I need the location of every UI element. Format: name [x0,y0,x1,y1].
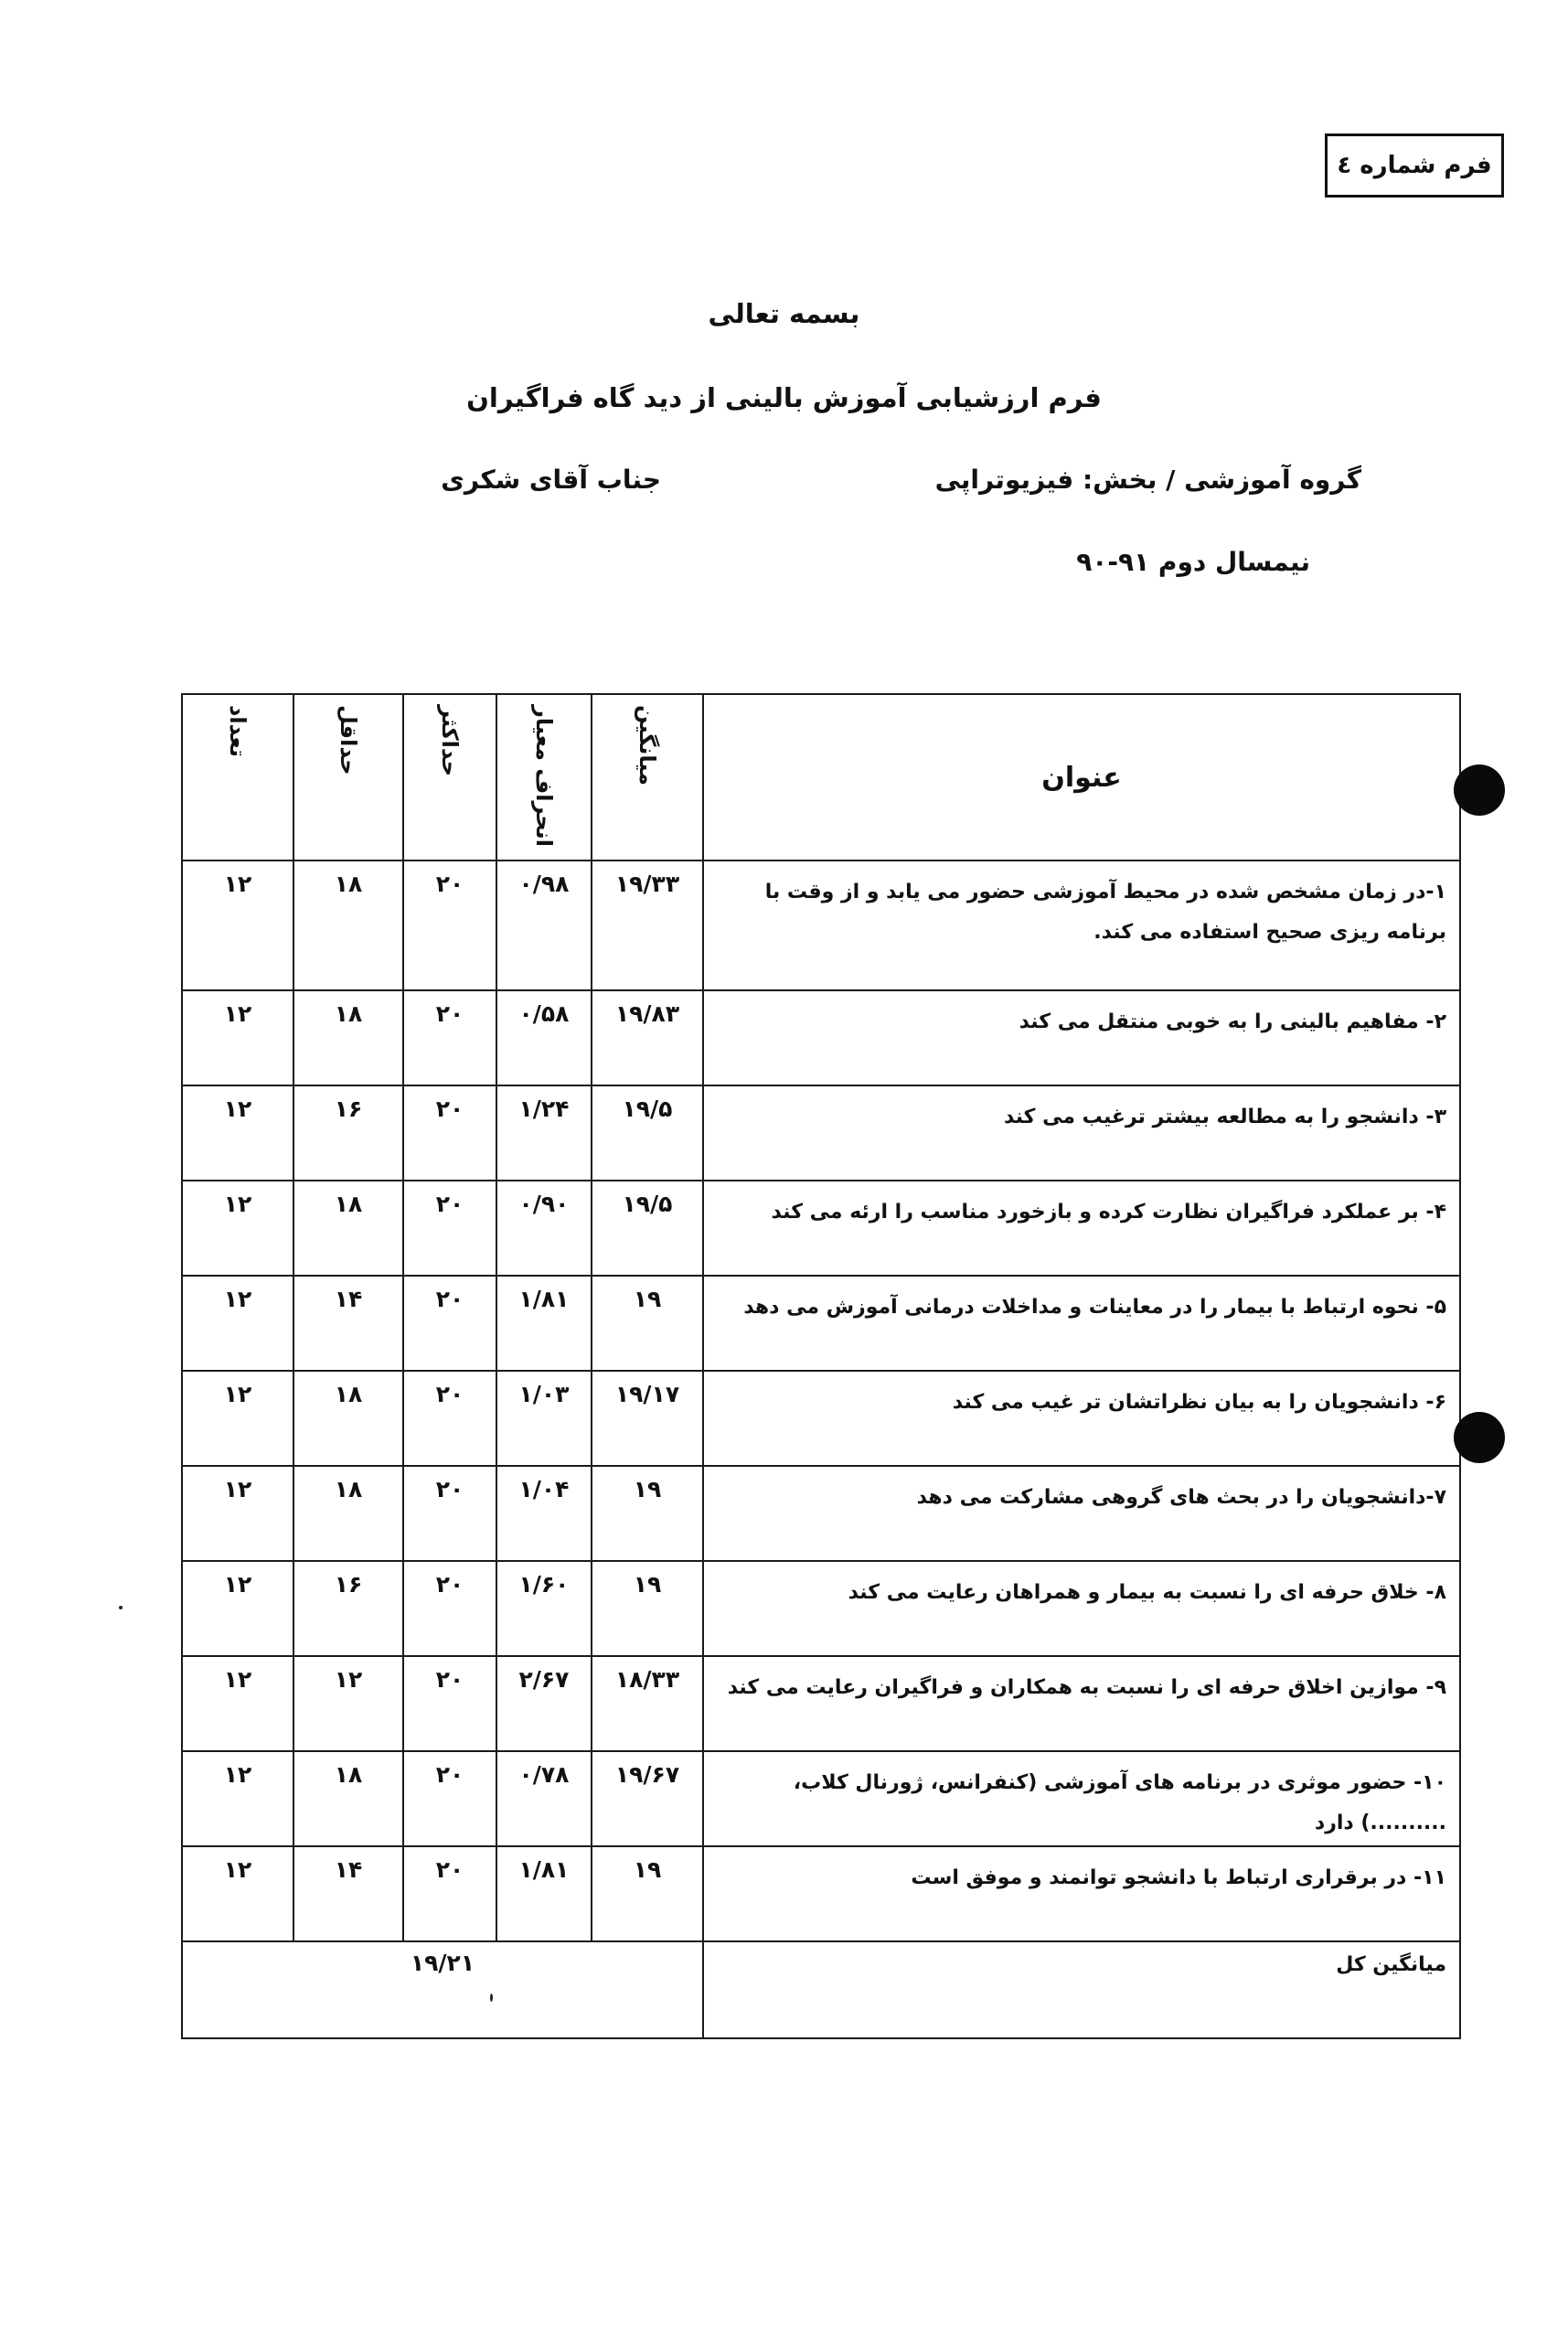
row-min: ۱۸ [293,1371,403,1466]
row-min: ۱۴ [293,1276,403,1371]
row-title: ۷-دانشجویان را در بحث های گروهی مشارکت می دهد [703,1466,1460,1561]
header-title: عنوان [703,694,1460,861]
row-min: ۱۸ [293,1181,403,1276]
punch-hole-mark [1454,764,1505,816]
header-count: تعداد [225,705,251,757]
header-mean: میانگین [635,705,660,786]
table-row [182,1371,1460,1466]
row-max: ۲۰ [403,1466,496,1561]
header-min-cell [293,694,403,861]
row-sd: ۰/۹۰ [496,1181,592,1276]
row-title: ۲- مفاهیم بالینی را به خوبی منتقل می کند [703,990,1460,1085]
row-sd: ۰/۵۸ [496,990,592,1085]
row-mean: ۱۹/۸۳ [592,990,703,1085]
row-count: ۱۲ [182,1751,293,1846]
row-min: ۱۸ [293,990,403,1085]
row-count: ۱۲ [182,861,293,990]
department-label: گروه آموزشی / بخش: فیزیوتراپی [934,465,1361,495]
row-sd: ۱/۲۴ [496,1085,592,1181]
evaluation-table [181,693,1461,2039]
bismillah-heading: بسمه تعالی [708,298,860,329]
header-sd-cell [496,694,592,861]
row-mean: ۱۹ [592,1561,703,1656]
overall-average-label: میانگین کل [703,1941,1460,2038]
table-row [182,1466,1460,1561]
row-mean: ۱۹/۱۷ [592,1371,703,1466]
table-row [182,1276,1460,1371]
row-sd: ۱/۸۱ [496,1276,592,1371]
table-header-row [182,694,1460,861]
row-min: ۱۲ [293,1656,403,1751]
row-mean: ۱۹/۳۳ [592,861,703,990]
form-number-label: فرم شماره ٤ [1337,152,1492,179]
row-max: ۲۰ [403,1751,496,1846]
row-count: ۱۲ [182,1561,293,1656]
row-min: ۱۶ [293,1085,403,1181]
row-max: ۲۰ [403,1085,496,1181]
row-count: ۱۲ [182,1181,293,1276]
row-mean: ۱۸/۳۳ [592,1656,703,1751]
overall-average-value: ۱۹/۲۱ [182,1941,703,2038]
row-sd: ۱/۶۰ [496,1561,592,1656]
row-max: ۲۰ [403,1846,496,1941]
table-row [182,1085,1460,1181]
row-count: ۱۲ [182,1846,293,1941]
form-title: فرم ارزشیابی آموزش بالینی از دید گاه فراگیران [466,382,1102,413]
row-count: ۱۲ [182,1466,293,1561]
scan-speck [119,1606,123,1609]
row-max: ۲۰ [403,990,496,1085]
header-mean-cell [592,694,703,861]
row-min: ۱۴ [293,1846,403,1941]
row-count: ۱۲ [182,990,293,1085]
row-max: ۲۰ [403,1656,496,1751]
header-max: حداکثر [437,705,463,777]
table-row [182,1846,1460,1941]
row-min: ۱۸ [293,1751,403,1846]
row-mean: ۱۹ [592,1466,703,1561]
row-count: ۱۲ [182,1656,293,1751]
row-mean: ۱۹/۶۷ [592,1751,703,1846]
table-row [182,1656,1460,1751]
row-title: ۵- نحوه ارتباط با بیمار را در معاینات و مداخلات درمانی آموزش می دهد [703,1276,1460,1371]
row-count: ۱۲ [182,1371,293,1466]
table-row [182,1751,1460,1846]
row-min: ۱۶ [293,1561,403,1656]
row-mean: ۱۹ [592,1846,703,1941]
row-min: ۱۸ [293,1466,403,1561]
row-max: ۲۰ [403,1561,496,1656]
row-count: ۱۲ [182,1276,293,1371]
instructor-name: جناب آقای شکری [441,465,661,495]
row-max: ۲۰ [403,1371,496,1466]
form-number-box [1325,134,1504,198]
row-sd: ۲/۶۷ [496,1656,592,1751]
row-title: ۸- خلاق حرفه ای را نسبت به بیمار و همراهان رعایت می کند [703,1561,1460,1656]
header-min: حداقل [336,705,361,775]
table-row [182,1561,1460,1656]
row-count: ۱۲ [182,1085,293,1181]
row-title: ۳- دانشجو را به مطالعه بیشتر ترغیب می کند [703,1085,1460,1181]
row-title: ۱-در زمان مشخص شده در محیط آموزشی حضور می یابد و از وقت با برنامه ریزی صحیح استفاده می کند. [703,861,1460,990]
row-max: ۲۰ [403,1276,496,1371]
table-row [182,990,1460,1085]
row-min: ۱۸ [293,861,403,990]
table-row [182,861,1460,990]
row-title: ۱۰- حضور موثری در برنامه های آموزشی (کنفرانس، ژورنال کلاب، ..........) دارد [703,1751,1460,1846]
header-count-cell [182,694,293,861]
row-max: ۲۰ [403,861,496,990]
row-sd: ۰/۷۸ [496,1751,592,1846]
row-title: ۱۱- در برقراری ارتباط با دانشجو توانمند و موفق است [703,1846,1460,1941]
row-sd: ۱/۰۳ [496,1371,592,1466]
row-mean: ۱۹/۵ [592,1181,703,1276]
row-mean: ۱۹ [592,1276,703,1371]
table-row [182,1181,1460,1276]
row-sd: ۱/۸۱ [496,1846,592,1941]
overall-average-row [182,1941,1460,2038]
row-sd: ۱/۰۴ [496,1466,592,1561]
row-mean: ۱۹/۵ [592,1085,703,1181]
row-title: ۹- موازین اخلاق حرفه ای را نسبت به همکاران و فراگیران رعایت می کند [703,1656,1460,1751]
punch-hole-mark [1454,1412,1505,1463]
row-title: ۶- دانشجویان را به بیان نظراتشان تر غیب می کند [703,1371,1460,1466]
row-sd: ۰/۹۸ [496,861,592,990]
row-title: ۴- بر عملکرد فراگیران نظارت کرده و بازخورد مناسب را ارئه می کند [703,1181,1460,1276]
semester-label: نیمسال دوم ۹۱-۹۰ [1076,547,1310,577]
row-max: ۲۰ [403,1181,496,1276]
scan-speck [490,1994,493,2002]
header-max-cell [403,694,496,861]
header-sd: انحراف معیار [531,705,557,847]
